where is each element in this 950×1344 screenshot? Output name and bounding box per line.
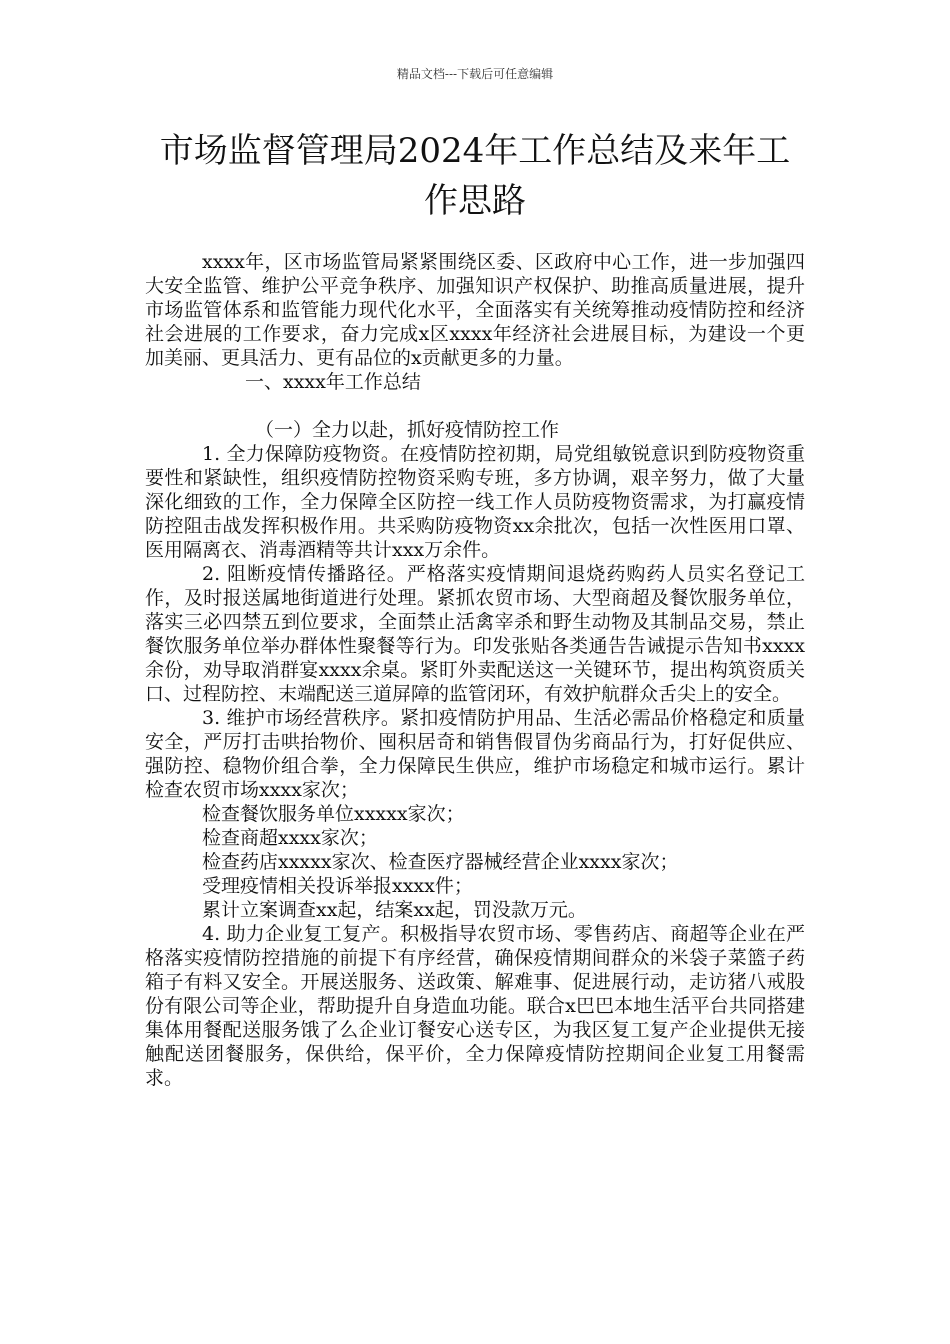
stat-line: 检查药店xxxxx家次、检查医疗器械经营企业xxxx家次； [202,851,679,873]
spacer [145,394,805,418]
title-line-1: 市场监督管理局2024年工作总结及来年工 [159,131,791,171]
section-heading: 一、xxxx年工作总结 [245,371,421,393]
stat-line: 受理疫情相关投诉举报xxxx件； [202,875,473,897]
document-title [130,126,820,226]
title-line-2: 作思路 [424,181,526,221]
item-2-paragraph: 2. 阻断疫情传播路径。严格落实疫情期间退烧药购药人员实名登记工作，及时报送属地街道进行处理。紧抓农贸市场、大型商超及餐饮服务单位，落实三必四禁五到位要求，全面禁止活禽宰杀和野生动物及其制品交易，禁止餐饮服务单位举办群体性聚餐等行为。印发张贴各类通告告诫提示告知书xxxx余份，劝导取消群宴xxxx余桌。紧盯外卖配送这一关键环节，提出构筑资质关口、过程防控、末端配送三道屏障的监管闭环，有效护航群众舌尖上的安全。 [145,563,805,705]
intro-paragraph: xxxx年，区市场监管局紧紧围绕区委、区政府中心工作，进一步加强四大安全监管、维护公平竞争秩序、加强知识产权保护、助推高质量进展，提升市场监管体系和监管能力现代化水平，全面落实有关统筹推动疫情防控和经济社会进展的工作要求，奋力完成x区xxxx年经济社会进展目标，为建设一个更加美丽、更具活力、更有品位的x贡献更多的力量。 [145,251,805,369]
stat-line: 检查餐饮服务单位xxxxx家次； [202,803,465,825]
item-1-paragraph: 1. 全力保障防疫物资。在疫情防控初期，局党组敏锐意识到防疫物资重要性和紧缺性，组织疫情防控物资采购专班，多方协调，艰辛努力，做了大量深化细致的工作，全力保障全区防控一线工作人员防疫物资需求，为打赢疫情防控阻击战发挥积极作用。共采购防疫物资xx余批次，包括一次性医用口罩、医用隔离衣、消毒酒精等共计xxx万余件。 [145,443,805,561]
page-header: 精品文档---下载后可任意编辑 [396,67,554,81]
subsection-heading: （一）全力以赴，抓好疫情防控工作 [255,419,560,441]
stat-line: 检查商超xxxx家次； [202,827,378,849]
document-body [145,250,805,1090]
item-3-paragraph: 3. 维护市场经营秩序。紧扣疫情防护用品、生活必需品价格稳定和质量安全，严厉打击哄抬物价、囤积居奇和销售假冒伪劣商品行为，打好促供应、强防控、稳物价组合拳，全力保障民生供应，维护市场稳定和城市运行。累计检查农贸市场xxxx家次； [145,707,805,801]
item-4-paragraph: 4. 助力企业复工复产。积极指导农贸市场、零售药店、商超等企业在严格落实疫情防控措施的前提下有序经营，确保疫情期间群众的米袋子菜篮子药箱子有料又安全。开展送服务、送政策、解难事、促进展行动，走访猪八戒股份有限公司等企业，帮助提升自身造血功能。联合x巴巴本地生活平台共同搭建集体用餐配送服务饿了么企业订餐安心送专区，为我区复工复产企业提供无接触配送团餐服务，保供给，保平价，全力保障疫情防控期间企业复工用餐需求。 [145,923,805,1089]
stat-line: 累计立案调查xx起，结案xx起，罚没款万元。 [202,899,587,921]
